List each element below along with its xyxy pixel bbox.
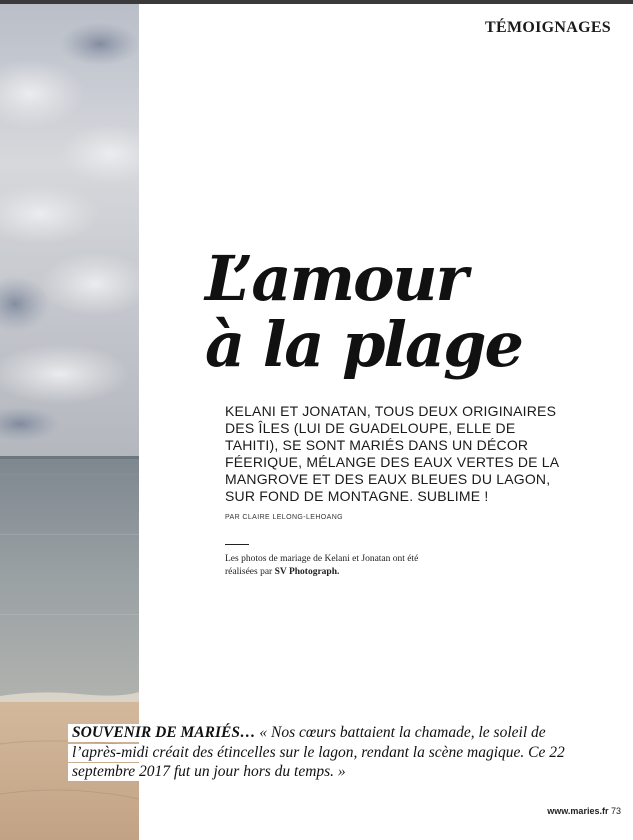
beach-photo [0, 4, 139, 840]
page-number: 73 [610, 806, 621, 816]
pull-quote-highlight [68, 724, 569, 781]
headline [205, 242, 605, 381]
pull-quote-lead: SOUVENIR DE MARIÉS… [72, 724, 256, 741]
page-folio [547, 806, 621, 816]
photo-caption [225, 553, 425, 579]
caption-text: Les photos de mariage de Kelani et Jonatan ont été réalisées par [225, 554, 419, 577]
byline: PAR CLAIRE LELONG-LEHOANG [225, 514, 344, 521]
pull-quote [68, 723, 588, 782]
headline-line-2: à la plage [205, 308, 522, 381]
pull-quote-body: « Nos cœurs battaient la chamade, le soleil de l’après-midi créait des étincelles sur le lagon, rendant la scène magique. Ce 22 septembre 2017 fut un jour hors du temps. » [72, 724, 565, 780]
folio-url: www.maries.fr [547, 806, 609, 816]
section-label: TÉMOIGNAGES [485, 19, 611, 36]
headline-line-1: L’amour [205, 242, 467, 315]
photo-credit: SV Photograph. [274, 567, 340, 577]
caption-rule [225, 544, 249, 545]
standfirst: KELANI ET JONATAN, TOUS DEUX ORIGINAIRES DES ÎLES (LUI DE GUADELOUPE, ELLE DE TAHITI), SE SONT MARIÉS DANS UN DÉCOR FÉERIQUE, MÉLANGE DES EAUX VERTES DE LA MANGROVE ET DES EAUX BLEUES DU LAGON, SUR FOND DE MONTAGNE. SUBLIME ! [225, 403, 559, 504]
